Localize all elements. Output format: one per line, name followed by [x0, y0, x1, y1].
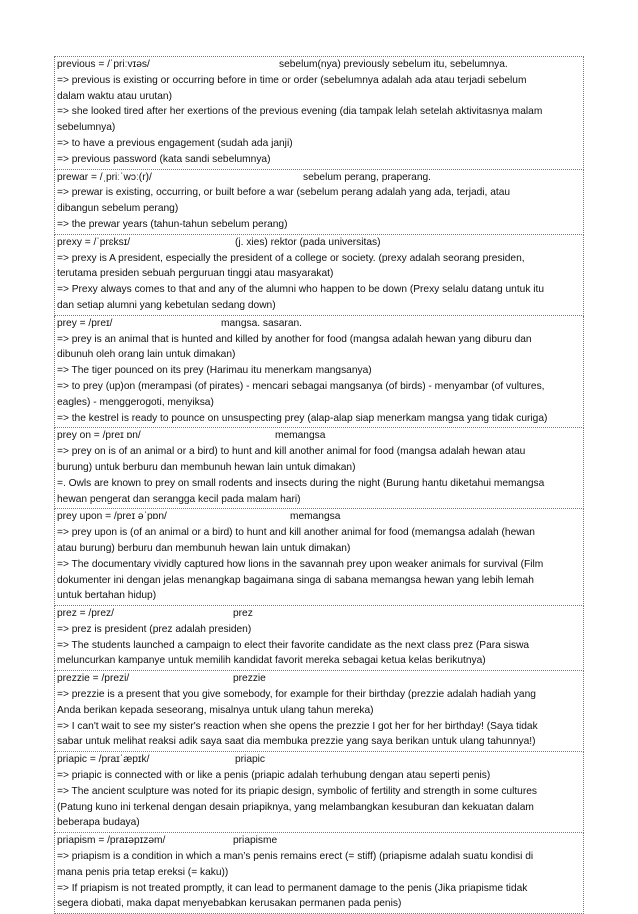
- entry-meaning: prezzie: [233, 673, 266, 685]
- entry-headword-row: [57, 671, 581, 687]
- entry-definition-line: burung) untuk berburu dan membunuh hewan lain untuk dimakan): [57, 461, 356, 473]
- dictionary-entry: [54, 56, 584, 170]
- entry-term: prezzie = /prezi/: [57, 673, 130, 685]
- entry-definition-line: => prexy is A president, especially the president of a college or society. (prexy adalah seorang presiden,: [57, 252, 525, 264]
- entry-term: previous = /ˈpriːvɪəs/: [57, 59, 150, 70]
- entry-definition-line: hewan pengerat dan serangga kecil pada malam hari): [57, 493, 301, 505]
- entry-headword-row: [57, 833, 581, 849]
- entry-definition-line: atau burung) berburu dan membunuh hewan lain untuk dimakan): [57, 542, 351, 554]
- entry-definition-line: => priapism is a condition in which a man’s penis remains erect (= stiff) (priapisme adalah suatu kondisi di: [57, 851, 534, 863]
- dictionary-entry: [54, 235, 584, 316]
- entry-definition-line: => Prexy always comes to that and any of the alumni who happen to be down (Prexy selalu datang untuk itu: [57, 284, 545, 296]
- entry-definition-line: dan setiap alumni yang kebetulan sedang down): [57, 299, 276, 311]
- entry-definition-line: => to have a previous engagement (sudah ada janji): [57, 137, 293, 149]
- dictionary-entry: [54, 752, 584, 833]
- entry-term: prez = /prez/: [57, 608, 114, 620]
- entry-meaning: memangsa: [290, 511, 341, 523]
- entry-definition-line: => prey upon is (of an animal or a bird) to hunt and kill another animal for food (memangsa adalah (hewan: [57, 527, 535, 539]
- entry-meaning: priapisme: [233, 835, 278, 847]
- entry-definition-line: => priapic is connected with or like a penis (priapic adalah terhubung dengan atau seperti penis): [57, 770, 491, 782]
- dictionary-entry: [54, 428, 584, 509]
- entry-definition-line: => the kestrel is ready to pounce on unsuspecting prey (alap-alap siap menerkam mangsa yang tidak curiga): [57, 412, 548, 424]
- dictionary-entry: [54, 606, 584, 671]
- entry-headword-row: [57, 57, 581, 73]
- entry-definition-line: => The students launched a campaign to elect their favorite candidate as the next class prez (Para siswa: [57, 639, 530, 651]
- entry-definition-line: => the prewar years (tahun-tahun sebelum perang): [57, 218, 288, 230]
- entry-term: prewar = /ˌpriːˈwɔː(r)/: [57, 171, 152, 183]
- entry-definition-line: terutama presiden sebuah perguruan tinggi atau masyarakat): [57, 268, 334, 280]
- entry-definition-line: => If priapism is not treated promptly, it can lead to permanent damage to the penis (Jika priapisme tidak: [57, 882, 528, 894]
- dictionary-entry: [54, 833, 584, 914]
- entry-definition-line: beberapa budaya): [57, 817, 140, 829]
- entry-meaning: (j. xies) rektor (pada universitas): [235, 236, 381, 248]
- entry-meaning: memangsa: [275, 430, 326, 442]
- entry-definition-line: => prey is an animal that is hunted and killed by another for food (mangsa adalah hewan yang diburu dan: [57, 333, 532, 345]
- entry-meaning: mangsa. sasaran.: [221, 317, 302, 329]
- entry-term: prey = /preɪ/: [57, 317, 113, 329]
- entry-definition-line: segera diobati, maka dapat menyebabkan kerusakan permanen pada penis): [57, 898, 402, 910]
- entry-definition-line: dalam waktu atau urutan): [57, 90, 172, 102]
- dictionary-entry: [54, 170, 584, 235]
- dictionary-page: [54, 56, 584, 914]
- entry-definition-line: => prezzie is a present that you give somebody, for example for their birthday (prezzie adalah hadiah yang: [57, 689, 536, 701]
- entry-definition-line: dibangun sebelum perang): [57, 203, 179, 215]
- entry-definition-line: sabar untuk melihat reaksi adik saya saat dia membuka prezzie yang saya berikan untuk ulang tahunnya!): [57, 736, 536, 748]
- entry-definition-line: sebelumnya): [57, 122, 116, 134]
- dictionary-entry: [54, 671, 584, 752]
- entry-definition-line: => The documentary vividly captured how lions in the savannah prey upon weaker animals for survival (Film: [57, 558, 544, 570]
- entry-definition-line: Anda berikan kepada seseorang, misalnya untuk ulang tahun mereka): [57, 704, 374, 716]
- entry-definition-line: => prey on is of an animal or a bird) to hunt and kill another animal for food (mangsa adalah hewan atau: [57, 446, 526, 458]
- entry-headword-row: [57, 509, 581, 525]
- entry-definition-line: eagles) - menggerogoti, menyiksa): [57, 396, 214, 408]
- entry-definition-line: => The ancient sculpture was noted for its priapic design, symbolic of fertility and strength in some cultures: [57, 785, 537, 797]
- entry-definition-line: mana penis pria tetap ereksi (= kaku)): [57, 866, 229, 878]
- entry-definition-line: => prez is president (prez adalah presiden): [57, 623, 252, 635]
- entry-headword-row: [57, 170, 581, 186]
- dictionary-entry: [54, 316, 584, 429]
- entry-definition-line: => The tiger pounced on its prey (Harimau itu menerkam mangsanya): [57, 365, 372, 377]
- entry-headword-row: [57, 606, 581, 622]
- entry-definition-line: => she looked tired after her exertions of the previous evening (dia tampak lelah setelah aktivitasnya malam: [57, 106, 543, 118]
- entry-headword-row: [57, 316, 581, 332]
- entry-definition-line: => previous password (kata sandi sebelumnya): [57, 153, 271, 165]
- entry-term: prey upon = /preɪ əˈpɒn/: [57, 511, 167, 523]
- entry-definition-line: => previous is existing or occurring before in time or order (sebelumnya adalah ada atau terjadi sebelum: [57, 74, 527, 86]
- entry-definition-line: => I can't wait to see my sister's reaction when she opens the prezzie I got her for her birthday! (Saya tidak: [57, 720, 538, 732]
- entry-definition-line: =. Owls are known to prey on small rodents and insects during the night (Burung hantu diketahui memangsa: [57, 477, 545, 489]
- entry-term: prey on = /preɪ ɒn/: [57, 430, 141, 442]
- entry-definition-line: dokumenter ini dengan jelas menangkap bagaimana singa di sabana memangsa hewan yang lebih lemah: [57, 574, 534, 586]
- entry-meaning: prez: [233, 608, 253, 620]
- entry-term: priapism = /praɪəpɪzəm/: [57, 835, 166, 847]
- entry-definition-line: untuk bertahan hidup): [57, 590, 157, 602]
- dictionary-entry: [54, 509, 584, 606]
- entry-definition-line: (Patung kuno ini terkenal dengan desain priapiknya, yang melambangkan kesuburan dan kekuatan dalam: [57, 801, 534, 813]
- entry-headword-row: [57, 235, 581, 251]
- entry-term: prexy = /ˈprɛksɪ/: [57, 236, 131, 248]
- entry-meaning: sebelum(nya) previously sebelum itu, sebelumnya.: [279, 59, 508, 70]
- entry-definition-line: meluncurkan kampanye untuk memilih kandidat favorit mereka sebagai ketua kelas berikutnya): [57, 655, 486, 667]
- entry-headword-row: [57, 752, 581, 768]
- entry-meaning: sebelum perang, praperang.: [303, 171, 431, 183]
- entry-headword-row: [57, 428, 581, 444]
- entry-meaning: priapic: [235, 754, 266, 766]
- entry-term: priapic = /praɪˈæpɪk/: [57, 754, 150, 766]
- entry-definition-line: => prewar is existing, occurring, or built before a war (sebelum perang adalah yang ada, terjadi, atau: [57, 187, 511, 199]
- entry-definition-line: dibunuh oleh orang lain untuk dimakan): [57, 349, 236, 361]
- entry-definition-line: => to prey (up)on (merampasi (of pirates) - mencari sebagai mangsanya (of birds) - menyambar (of vultures,: [57, 380, 545, 392]
